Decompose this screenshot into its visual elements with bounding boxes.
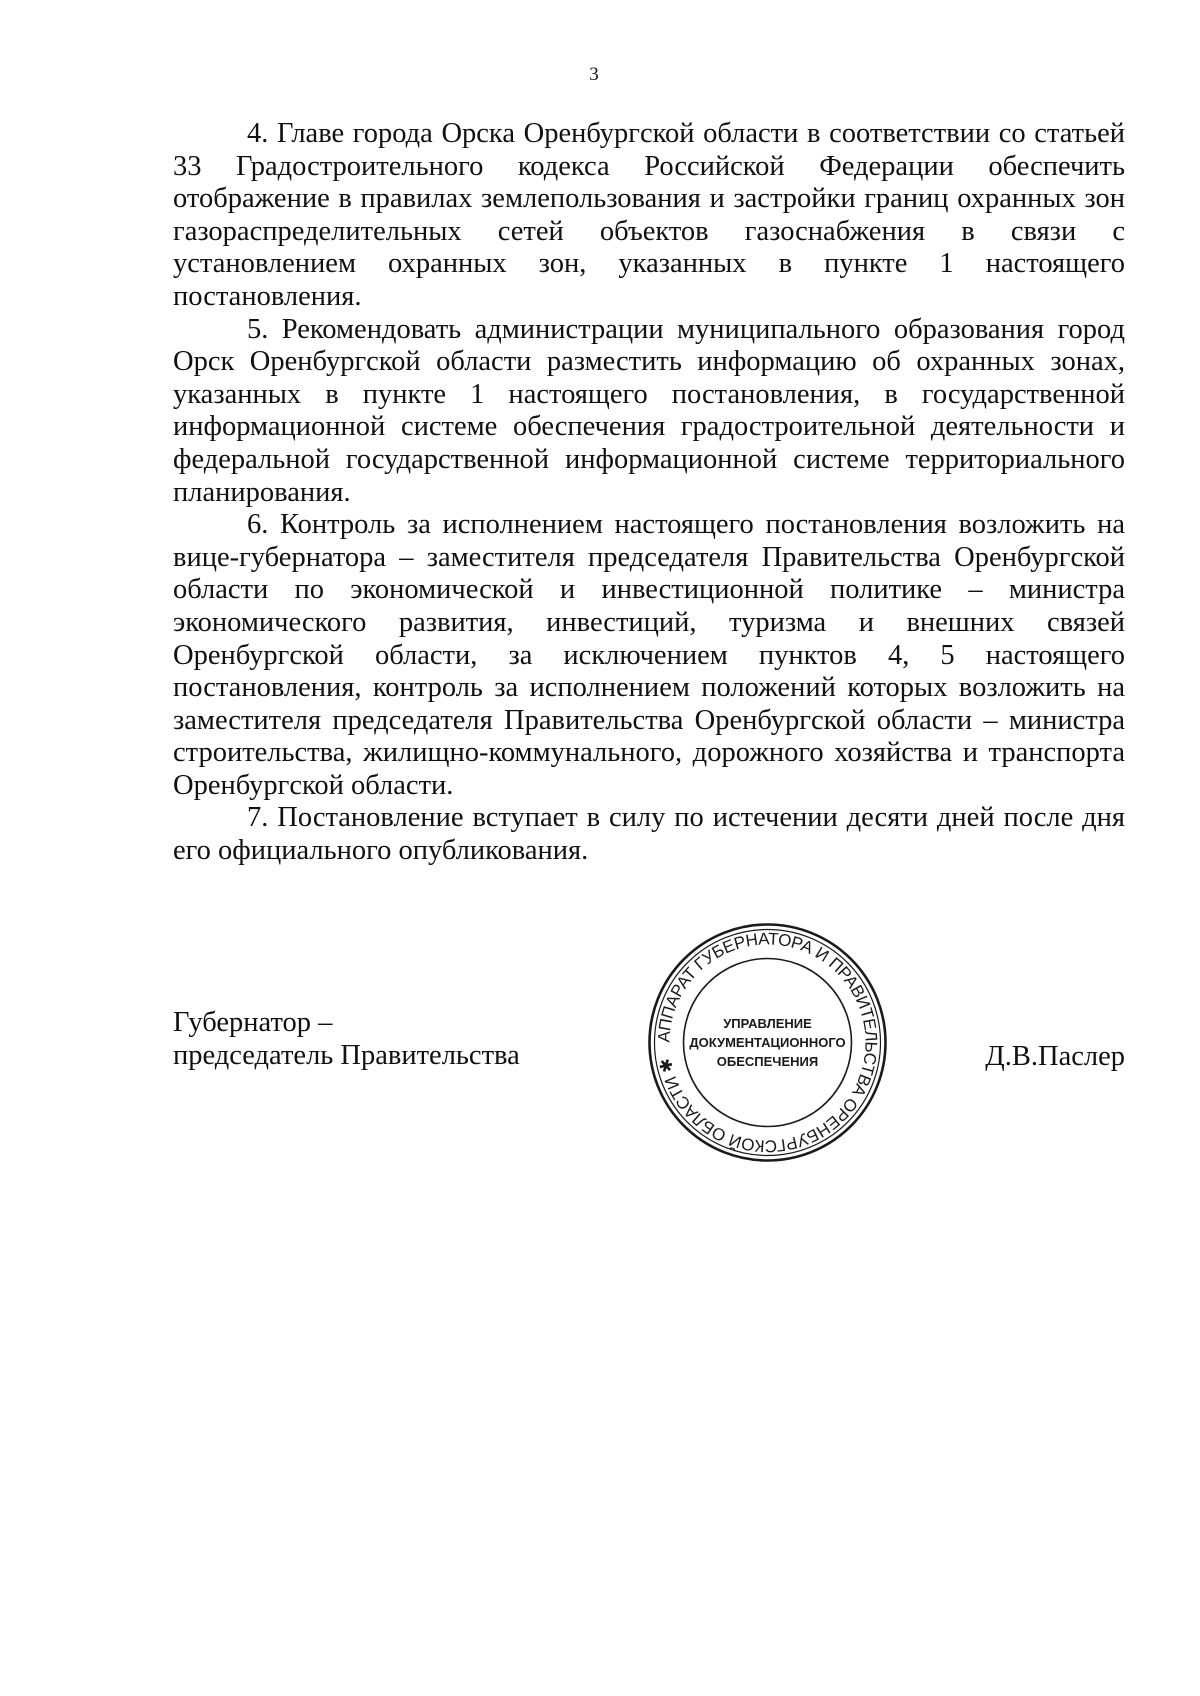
seal-graphic <box>645 920 890 1165</box>
signatory-name: Д.В.Паслер <box>985 1041 1125 1072</box>
paragraph-item-4: 4. Главе города Орска Оренбургской области в соответствии со статьей 33 Градостроительного кодекса Российской Федерации обеспечить отображение в правилах землепользования и застройки границ охранных зон газораспределительных сетей объектов газоснабжения в связи с установлением охранных зон, указанных в пункте 1 настоящего постановления. <box>173 118 1125 312</box>
paragraph-item-6: 6. Контроль за исполнением настоящего постановления возложить на вице-губернатора – заместителя председателя Правительства Оренбургской области по экономической и инвестиционной политике – министра экономического развития, инвестиций, туризма и внешних связей Оренбургской области, за исключением пунктов 4, 5 настоящего постановления, контроль за исполнением положений которых возложить на заместителя председателя Правительства Оренбургской области – министра строительства, жилищно-коммунального, дорожного хозяйства и транспорта Оренбургской области. <box>173 509 1125 801</box>
signatory-title <box>173 1006 520 1072</box>
document-body <box>173 118 1125 868</box>
seal-center-line-3: ОБЕСПЕЧЕНИЯ <box>716 1054 819 1069</box>
seal-center-line-1: УПРАВЛЕНИЕ <box>723 1016 812 1031</box>
seal-outer-text-path: АППАРАТ ГУБЕРНАТОРА И ПРАВИТЕЛЬСТВА ОРЕНБУРГСКОЙ ОБЛАСТИ ✱ <box>654 929 881 1156</box>
signatory-title-line-2: председатель Правительства <box>173 1040 520 1071</box>
paragraph-item-7: 7. Постановление вступает в силу по истечении десяти дней после дня его официального опубликования. <box>173 802 1125 867</box>
paragraph-item-5: 5. Рекомендовать администрации муниципального образования город Орск Оренбургской области разместить информацию об охранных зонах, указанных в пункте 1 настоящего постановления, в государственной информационной системе обеспечения градостроительной деятельности и федеральной государственной информационной системе территориального планирования. <box>173 313 1125 508</box>
signatory-title-line-1: Губернатор – <box>173 1007 333 1038</box>
page-number: 3 <box>589 64 599 85</box>
official-seal <box>645 920 890 1165</box>
seal-center-line-2: ДОКУМЕНТАЦИОННОГО <box>689 1035 846 1050</box>
